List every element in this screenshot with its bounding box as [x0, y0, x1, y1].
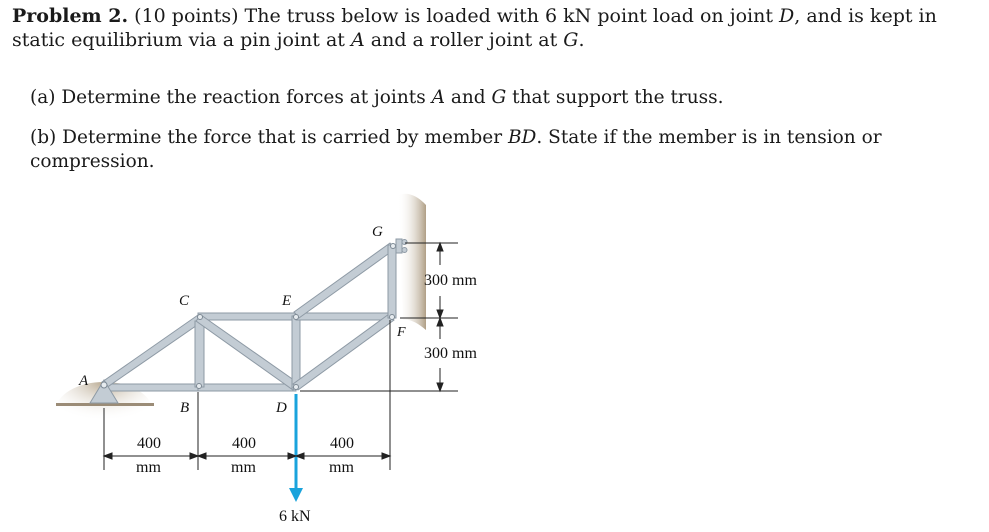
joint-symbol: A [431, 87, 445, 108]
member-ef [296, 313, 392, 320]
dim-unit-bd: mm [231, 459, 256, 476]
member-ce [198, 313, 296, 320]
label-joint-b: B [180, 400, 190, 416]
dim-400-ab: 400 [137, 435, 161, 452]
label-joint-f: F [397, 325, 406, 340]
label-joint-d: D [276, 400, 287, 416]
member-fg [388, 245, 396, 318]
part-b-text: Determine the force that is carried by member [56, 127, 508, 148]
truss-figure [0, 190, 989, 532]
member-bd [198, 384, 296, 391]
member-bc [195, 321, 204, 387]
problem-text: , and is kept in static equilibrium via a pin joint at [12, 5, 937, 51]
joint-symbol: A [350, 29, 365, 51]
problem-text: and a roller joint at [364, 29, 564, 51]
member-symbol: BD [507, 127, 537, 148]
dim-400-d-end: 400 [330, 435, 354, 452]
part-a-text: that support the truss. [506, 87, 724, 108]
label-joint-a: A [79, 373, 89, 389]
member-cd [196, 315, 298, 390]
dim-unit-d-end: mm [329, 459, 354, 476]
load-label: 6 kN [279, 508, 311, 525]
joint-symbol: G [563, 29, 579, 51]
problem-text: The truss below is loaded with 6 kN point load on joint [238, 5, 780, 27]
dim-300-fg: 300 mm [424, 272, 477, 289]
joint-symbol: D [779, 5, 795, 27]
part-b-label: (b) [30, 127, 57, 148]
part-a-text: Determine the reaction forces at joints [55, 87, 432, 108]
member-ac [102, 315, 203, 388]
label-joint-c: C [179, 293, 190, 309]
load-arrow [289, 394, 303, 502]
dim-300-df: 300 mm [424, 345, 477, 362]
member-de [292, 316, 300, 388]
member-df [293, 314, 394, 390]
problem-points: (10 points) [134, 5, 239, 27]
part-b [30, 126, 970, 174]
member-eg [294, 243, 395, 318]
dim-unit-ab: mm [136, 459, 161, 476]
problem-statement [12, 4, 977, 52]
dim-400-bd: 400 [232, 435, 256, 452]
part-a-label: (a) [30, 87, 56, 108]
label-joint-e: E [282, 293, 292, 309]
part-b-text: . State if the member is in tension or compression. [30, 127, 882, 172]
part-a [30, 86, 970, 110]
problem-number: Problem 2. [12, 5, 129, 27]
truss-members [102, 243, 396, 391]
joint-symbol: G [491, 87, 507, 108]
member-ab [104, 384, 198, 391]
problem-text: . [578, 29, 585, 51]
part-a-text: and [444, 87, 492, 108]
label-joint-g: G [372, 224, 383, 240]
wall-support-g [398, 194, 426, 330]
